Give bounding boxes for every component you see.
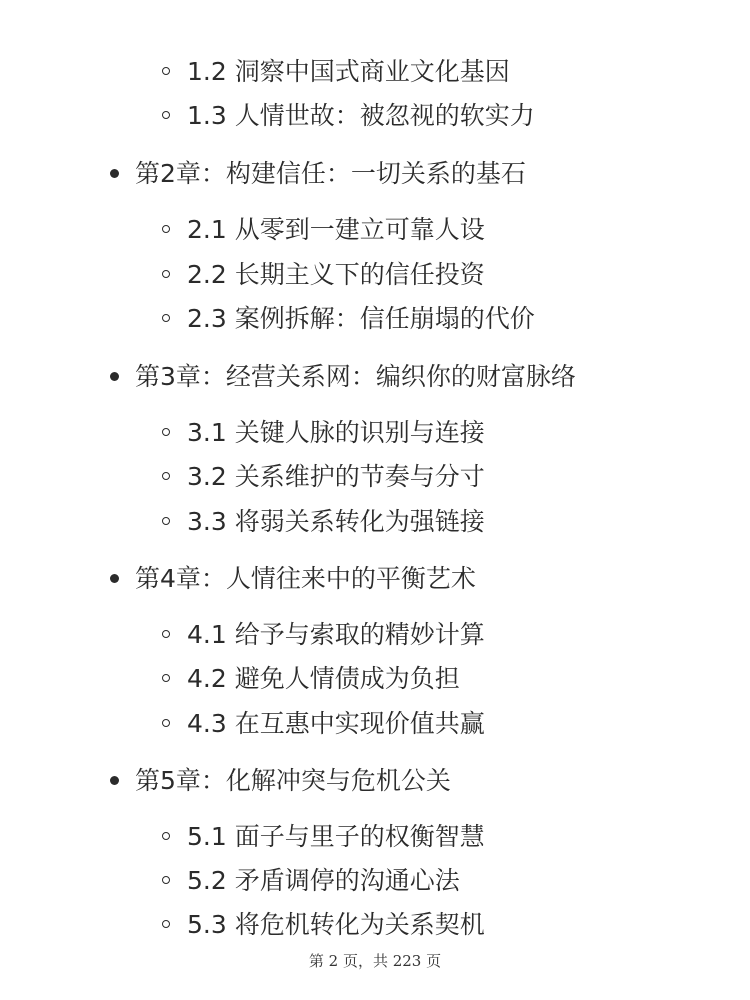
circle-bullet-icon bbox=[162, 630, 170, 638]
toc-chapter-item bbox=[110, 765, 451, 797]
circle-bullet-icon bbox=[162, 674, 170, 682]
circle-bullet-icon bbox=[162, 314, 170, 322]
toc-section-text: 2.2 长期主义下的信任投资 bbox=[187, 260, 485, 289]
toc-section-text: 5.2 矛盾调停的沟通心法 bbox=[187, 866, 460, 895]
disc-bullet-icon bbox=[110, 574, 119, 583]
circle-bullet-icon bbox=[162, 225, 170, 233]
circle-bullet-icon bbox=[162, 719, 170, 727]
toc-section-text: 2.3 案例拆解：信任崩塌的代价 bbox=[187, 304, 535, 333]
toc-section-text: 1.3 人情世故：被忽视的软实力 bbox=[187, 101, 535, 130]
page-number-footer: 第 2 页，共 223 页 bbox=[308, 952, 442, 970]
toc-section-text: 3.2 关系维护的节奏与分寸 bbox=[187, 462, 485, 491]
toc-section-text: 4.1 给予与索取的精妙计算 bbox=[187, 620, 485, 649]
toc-chapter-text: 第5章：化解冲突与危机公关 bbox=[135, 766, 451, 795]
circle-bullet-icon bbox=[162, 270, 170, 278]
disc-bullet-icon bbox=[110, 372, 119, 381]
toc-section-item bbox=[162, 663, 460, 695]
toc-chapter-text: 第4章：人情往来中的平衡艺术 bbox=[135, 564, 476, 593]
circle-bullet-icon bbox=[162, 67, 170, 75]
circle-bullet-icon bbox=[162, 876, 170, 884]
toc-section-item bbox=[162, 461, 485, 493]
toc-section-item bbox=[162, 821, 485, 853]
toc-section-item bbox=[162, 259, 485, 291]
toc-section-text: 5.1 面子与里子的权衡智慧 bbox=[187, 822, 485, 851]
toc-section-item bbox=[162, 214, 485, 246]
toc-section-item bbox=[162, 506, 485, 538]
toc-section-text: 4.2 避免人情债成为负担 bbox=[187, 664, 460, 693]
circle-bullet-icon bbox=[162, 832, 170, 840]
toc-section-item bbox=[162, 708, 485, 740]
circle-bullet-icon bbox=[162, 920, 170, 928]
toc-chapter-item bbox=[110, 563, 476, 595]
circle-bullet-icon bbox=[162, 517, 170, 525]
circle-bullet-icon bbox=[162, 111, 170, 119]
toc-section-item bbox=[162, 865, 460, 897]
toc-section-item bbox=[162, 909, 485, 941]
toc-section-text: 1.2 洞察中国式商业文化基因 bbox=[187, 57, 510, 86]
toc-section-text: 4.3 在互惠中实现价值共赢 bbox=[187, 709, 485, 738]
toc-chapter-item bbox=[110, 158, 526, 190]
toc-chapter-text: 第2章：构建信任：一切关系的基石 bbox=[135, 159, 526, 188]
toc-section-item bbox=[162, 303, 535, 335]
toc-section-item bbox=[162, 619, 485, 651]
circle-bullet-icon bbox=[162, 428, 170, 436]
toc-section-text: 5.3 将危机转化为关系契机 bbox=[187, 910, 485, 939]
toc-chapter-item bbox=[110, 361, 576, 393]
toc-section-item bbox=[162, 100, 535, 132]
toc-section-text: 3.3 将弱关系转化为强链接 bbox=[187, 507, 485, 536]
toc-section-text: 2.1 从零到一建立可靠人设 bbox=[187, 215, 485, 244]
circle-bullet-icon bbox=[162, 472, 170, 480]
toc-section-text: 3.1 关键人脉的识别与连接 bbox=[187, 418, 485, 447]
toc-section-item bbox=[162, 417, 485, 449]
toc-chapter-text: 第3章：经营关系网：编织你的财富脉络 bbox=[135, 362, 576, 391]
disc-bullet-icon bbox=[110, 776, 119, 785]
toc-section-item bbox=[162, 56, 510, 88]
disc-bullet-icon bbox=[110, 169, 119, 178]
